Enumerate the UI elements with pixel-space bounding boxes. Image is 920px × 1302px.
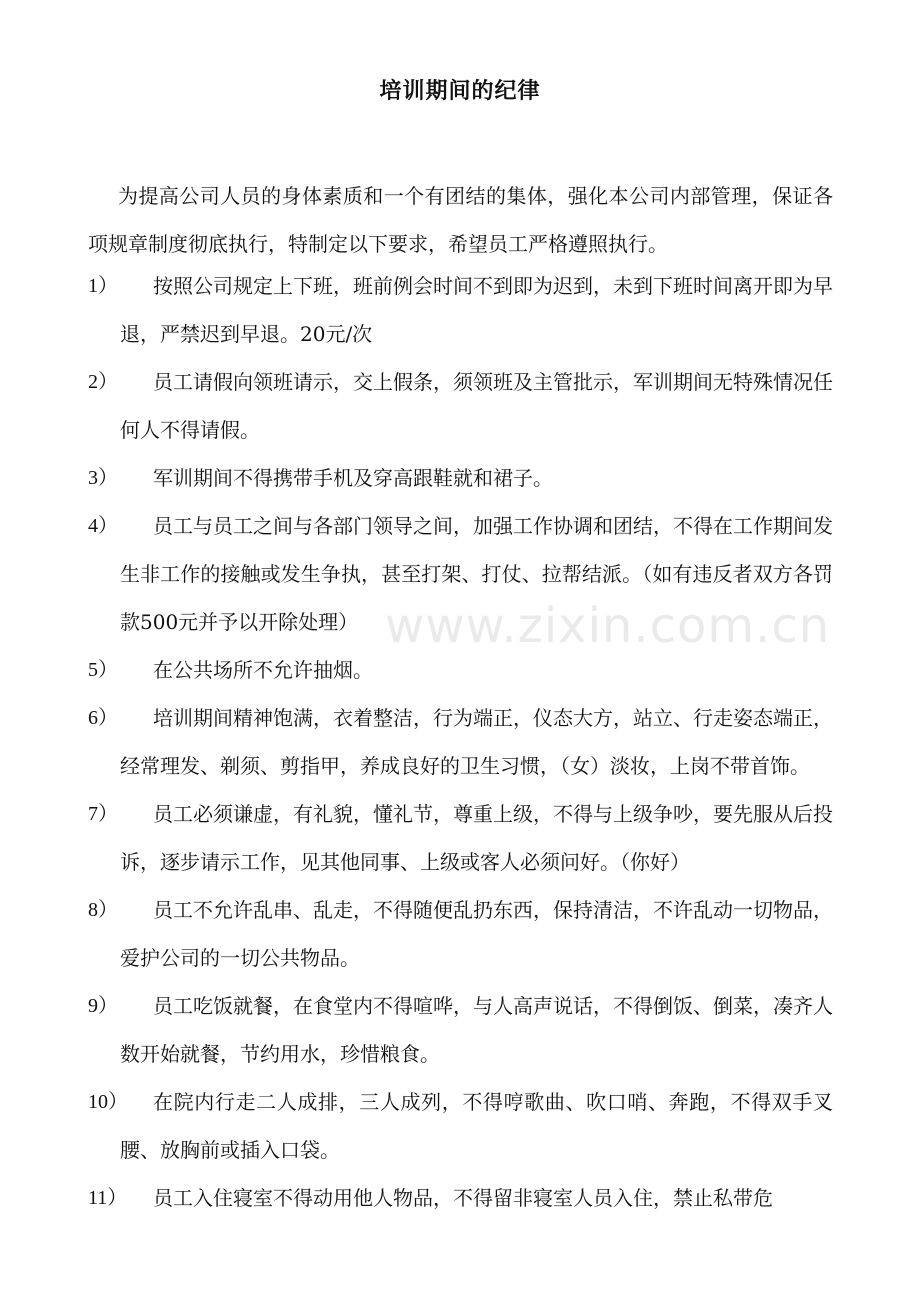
item-text: 在公共场所不允许抽烟。 (153, 658, 373, 682)
item-number: 4） (88, 515, 118, 537)
item-text: 员工入住寝室不得动用他人物品，不得留非寝室人员入住，禁止私带危 (153, 1186, 773, 1210)
intro-paragraph: 为提高公司人员的身体素质和一个有团结的集体，强化本公司内部管理，保证各项规章制度彻底执行，特制定以下要求，希望员工严格遵照执行。 (88, 184, 833, 256)
item-number: 7） (88, 803, 118, 825)
item-number: 10） (88, 1091, 128, 1113)
item-number: 8） (88, 899, 118, 921)
list-item (88, 886, 833, 982)
item-number: 2） (88, 371, 118, 393)
item-number: 9） (88, 995, 118, 1017)
item-text: 员工不允许乱串、乱走，不得随便乱扔东西，保持清洁，不许乱动一切物品，爱护公司的一切公共物品。 (120, 898, 833, 970)
item-text: 员工请假向领班请示，交上假条，须领班及主管批示，军训期间无特殊情况任何人不得请假。 (120, 370, 833, 442)
item-number: 5） (88, 659, 118, 681)
item-text: 培训期间精神饱满，衣着整洁，行为端正，仪态大方，站立、行走姿态端正，经常理发、剃须、剪指甲，养成良好的卫生习惯，（女）淡妆，上岗不带首饰。 (120, 706, 833, 778)
item-text: 在院内行走二人成排，三人成列，不得哼歌曲、吹口哨、奔跑，不得双手叉腰、放胸前或插入口袋。 (120, 1090, 833, 1162)
list-item (88, 790, 833, 886)
list-item (88, 262, 833, 358)
list-item (88, 982, 833, 1078)
item-text: 按照公司规定上下班，班前例会时间不到即为迟到，未到下班时间离开即为早退，严禁迟到早退。20元/次 (120, 274, 833, 346)
list-item (88, 646, 833, 694)
item-text: 军训期间不得携带手机及穿高跟鞋就和裙子。 (153, 466, 553, 490)
item-number: 3） (88, 467, 118, 489)
item-number: 11） (88, 1187, 128, 1209)
list-item (88, 1078, 833, 1174)
item-text: 员工与员工之间与各部门领导之间，加强工作协调和团结，不得在工作期间发生非工作的接触或发生争执，甚至打架、打仗、拉帮结派。（如有违反者双方各罚款500元并予以开除处理） (120, 514, 833, 634)
list-item (88, 358, 833, 454)
watermark: www.zixin.com.cn (385, 598, 831, 654)
item-text: 员工必须谦虚，有礼貌，懂礼节，尊重上级，不得与上级争吵，要先服从后投诉，逐步请示工作，见其他同事、上级或客人必须问好。（你好） (120, 802, 833, 874)
list-item (88, 694, 833, 790)
list-item (88, 454, 833, 502)
list-item (88, 502, 833, 646)
item-number: 6） (88, 707, 118, 729)
page-title: 培训期间的纪律 (379, 79, 541, 104)
list-item (88, 1174, 833, 1222)
item-number: 1） (88, 275, 118, 297)
item-text: 员工吃饭就餐，在食堂内不得喧哗，与人高声说话，不得倒饭、倒菜，凑齐人数开始就餐，节约用水，珍惜粮食。 (120, 994, 833, 1066)
rules-list (88, 262, 833, 1222)
